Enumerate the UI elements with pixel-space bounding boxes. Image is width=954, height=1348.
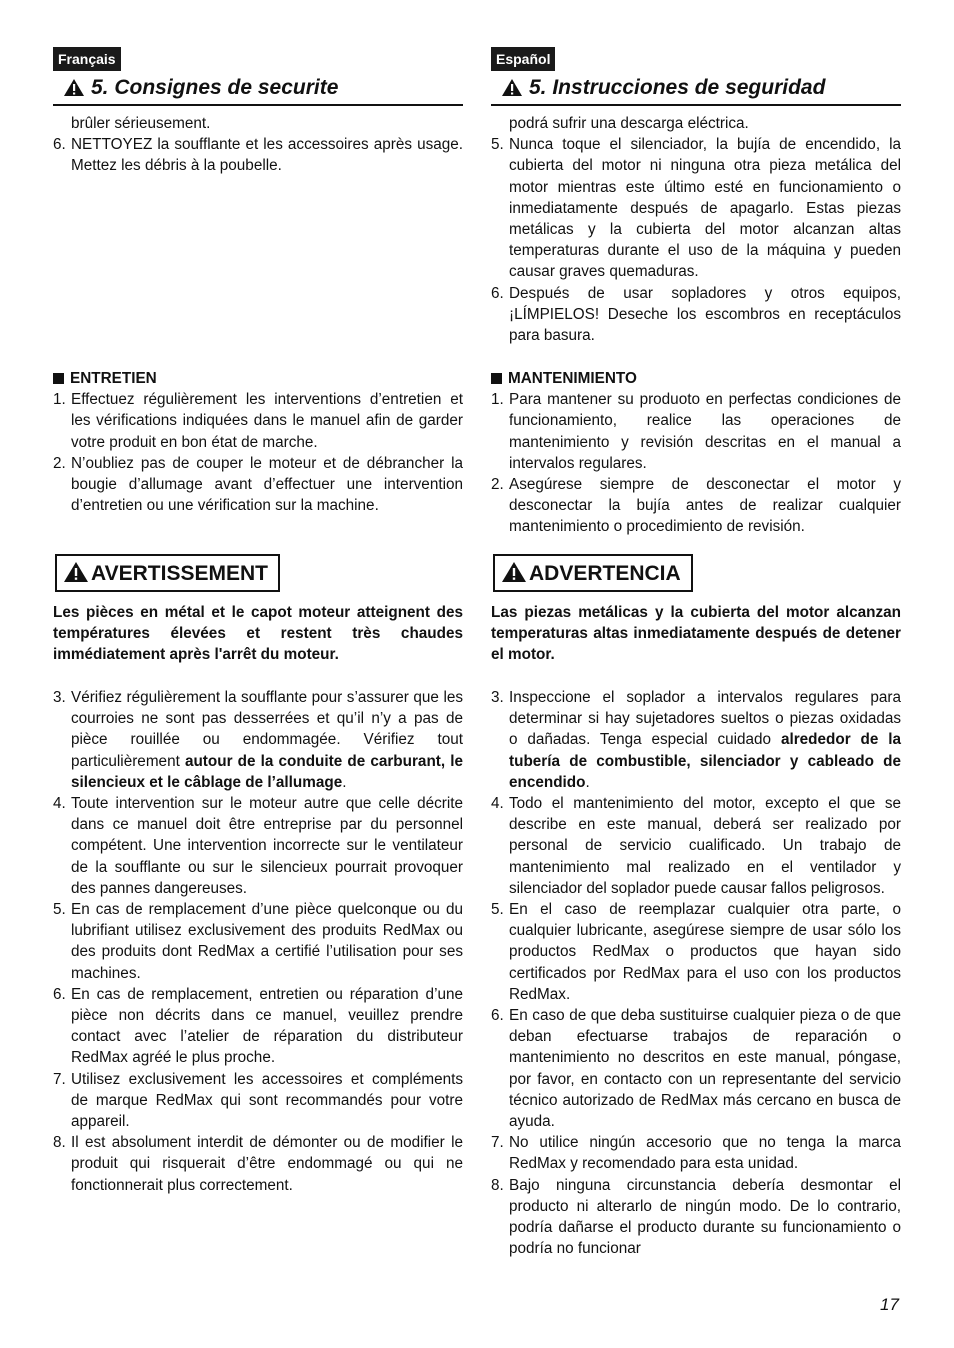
item-text: Inspeccione el soplador a intervalos regulares para determinar si hay sujetadores sueltos o piezas oxidadas o dañadas. Tenga especial cuidado: [509, 689, 901, 749]
language-tag-fr: Français: [53, 47, 121, 71]
list-item: [491, 283, 901, 347]
fr-maintenance-continued: [53, 687, 463, 1196]
list-item: [491, 793, 901, 899]
item-number: 7.: [53, 1070, 66, 1088]
list-item: [53, 1069, 463, 1133]
item-number: 6.: [53, 985, 66, 1003]
item-text: En el caso de reemplazar cualquier otra parte, o cualquier lubricante, asegúrese siempre de usar sólo los productos RedMax o productos que hayan sido certificados por RedMax para el uso con los productos RedMax.: [509, 901, 901, 1003]
list-item: [53, 453, 463, 517]
list-item: [53, 389, 463, 453]
list-item: [53, 984, 463, 1069]
warning-box-fr: [55, 554, 280, 592]
item-number: 6.: [491, 284, 504, 302]
warning-label: ADVERTENCIA: [529, 562, 681, 585]
list-item: [53, 1132, 463, 1196]
list-item: [53, 793, 463, 899]
warning-triangle-icon: [63, 561, 89, 583]
list-item: [491, 1005, 901, 1132]
item-text: Todo el mantenimiento del motor, excepto el que se describe en este manual, deberá ser realizado por personal de servicio cualificado. Un trabajo de mantenimiento mal realizado en el ventilador y silenciador del soplador puede causar fallos peligrosos.: [509, 795, 901, 897]
item-number: 2.: [53, 454, 66, 472]
intro-continuation: brûler sérieusement.: [71, 115, 211, 132]
item-text: NETTOYEZ la soufflante et les accessoires après usage. Mettez les débris à la poubelle.: [71, 136, 463, 175]
list-item: [53, 899, 463, 984]
item-text: Asegúrese siempre de desconectar el motor y desconectar la bujía antes de realizar cualquier mantenimiento o procedimiento de revisión.: [509, 476, 901, 536]
es-maintenance-block: [491, 368, 901, 538]
item-number: 5.: [491, 901, 504, 919]
item-text: N’oubliez pas de couper le moteur et de débrancher la bougie d’allumage avant d’effectuer une intervention d’entretien ou une vérification sur la machine.: [71, 454, 463, 515]
warning-triangle-icon: [63, 78, 85, 97]
item-number: 5.: [53, 901, 66, 919]
item-text: Nunca toque el silenciador, la bujía de encendido, la cubierta del motor ni ninguna otra pieza metálica del motor mientras este último esté en funcionamiento o inmediatamente después de apagarlo. Estas piezas metálicas y la cubierta del motor alcanzan altas temperaturas durante el uso de la máquina y pueden causar graves quemaduras.: [509, 136, 901, 281]
es-maintenance-continued: [491, 687, 901, 1259]
subheading-text: MANTENIMIENTO: [508, 370, 637, 387]
item-number: 1.: [491, 391, 504, 409]
item-number: 2.: [491, 476, 504, 494]
warning-text-es: Las piezas metálicas y la cubierta del motor alcanzan temperaturas altas inmediatamente después de detener el motor.: [491, 604, 901, 664]
item-text-bold: alrededor de la tubería de combustible, silenciador y cableado de encendido: [509, 731, 902, 791]
item-number: 6.: [491, 1007, 504, 1025]
item-text: Después de usar sopladores y otros equipos, ¡LÍMPIELOS! Deseche los escombros en receptáculos para basura.: [509, 284, 901, 345]
item-text: Toute intervention sur le moteur autre que celle décrite dans ce manuel doit être entreprise par du personnel compétent. Une intervention incorrecte sur le ventilateur de la soufflante ou sur le silencieux pourrait provoquer des pannes dangereuses.: [71, 795, 463, 897]
warning-label: AVERTISSEMENT: [91, 562, 268, 585]
list-item: [491, 899, 901, 1005]
warning-triangle-icon: [501, 561, 527, 583]
list-item: [491, 474, 901, 538]
intro-continuation: podrá sufrir una descarga eléctrica.: [509, 115, 749, 132]
list-item: [491, 1175, 901, 1260]
subheading: [491, 368, 901, 389]
subheading-text: ENTRETIEN: [70, 370, 157, 387]
section-title-text: 5. Instrucciones de seguridad: [529, 76, 826, 99]
section-title-text: 5. Consignes de securite: [91, 76, 339, 99]
page-number: 17: [880, 1295, 899, 1314]
item-number: 1.: [53, 391, 66, 409]
item-number: 7.: [491, 1134, 504, 1152]
section-title-fr: [53, 74, 463, 106]
item-text: Utilisez exclusivement les accessoires et compléments de marque RedMax qui sont recommandés pour votre appareil.: [71, 1070, 463, 1131]
es-intro-block: [491, 113, 901, 346]
item-text-end: .: [342, 773, 347, 791]
item-text: En cas de remplacement d’une pièce quelconque ou du lubrifiant utilisez exclusivement des produits RedMax ou des produits dont RedMax a certifié l’utilisation pour ses machines.: [71, 901, 463, 982]
list-item: [53, 687, 463, 793]
subheading: [53, 368, 463, 389]
item-text: En cas de remplacement, entretien ou réparation d’une pièce non décrits dans ce manuel, veuillez prendre contact avec l’atelier de réparation du distributeur RedMax agréé le plus proche.: [71, 985, 463, 1067]
item-text-bold: autour de la conduite de carburant, le silencieux et le câblage de l’allumage: [71, 752, 464, 791]
item-text: Para mantener su produoto en perfectas condiciones de funcionamiento, realice las operaciones de mantenimiento y revisión descritas en el manual a intervalos regulares.: [509, 391, 901, 472]
item-number: 4.: [53, 795, 66, 813]
warning-box-es: [493, 554, 693, 592]
section-title-es: [491, 74, 901, 106]
fr-maintenance-block: [53, 368, 463, 516]
list-item: [491, 1132, 901, 1174]
list-item: [491, 134, 901, 282]
fr-intro-block: [53, 113, 463, 177]
item-text: Bajo ninguna circunstancia debería desmontar el producto ni alterarlo de ningún modo. De lo contrario, podría dañarse el producto durante su funcionamiento o podría no funcionar: [509, 1176, 901, 1258]
item-text: Effectuez régulièrement les interventions d’entretien et les vérifications indiquées dans le manuel afin de garder votre produit en bon état de marche.: [71, 391, 463, 451]
item-text: Vérifiez régulièrement la soufflante pour s’assurer que les courroies ne sont pas desserrées et qu’il n’y a pas de pièce rouillée ou endommagée. Vérifiez tout particulièrement: [71, 689, 463, 770]
item-text: Il est absolument interdit de démonter ou de modifier le produit qui risquerait d’être endommagé ou qui ne fonctionnerait plus correctement.: [71, 1134, 463, 1194]
item-number: 8.: [53, 1134, 66, 1152]
item-number: 6.: [53, 136, 66, 154]
list-item: [491, 389, 901, 474]
item-number: 4.: [491, 795, 504, 813]
warning-text-fr: Les pièces en métal et le capot moteur atteignent des températures élevées et restent très chaudes immédiatement après l'arrêt du moteur.: [53, 604, 463, 664]
item-number: 8.: [491, 1176, 504, 1194]
item-text-end: .: [585, 773, 590, 791]
language-tag-es: Español: [491, 47, 555, 71]
list-item: [491, 687, 901, 793]
item-number: 5.: [491, 136, 504, 154]
square-bullet-icon: [53, 373, 64, 384]
warning-triangle-icon: [501, 78, 523, 97]
item-text: En caso de que deba sustituirse cualquier pieza o de que deban efectuarse trabajos de reparación o mantenimiento no descritos en este manual, póngase, por favor, en contacto con un representante del servicio técnico autorizado de RedMax más cercano en busca de ayuda.: [509, 1007, 901, 1131]
item-text: No utilice ningún accesorio que no tenga la marca RedMax y recomendado para esta unidad.: [509, 1134, 901, 1173]
item-number: 3.: [53, 689, 66, 706]
square-bullet-icon: [491, 373, 502, 384]
item-number: 3.: [491, 689, 504, 706]
list-item: [53, 134, 463, 176]
